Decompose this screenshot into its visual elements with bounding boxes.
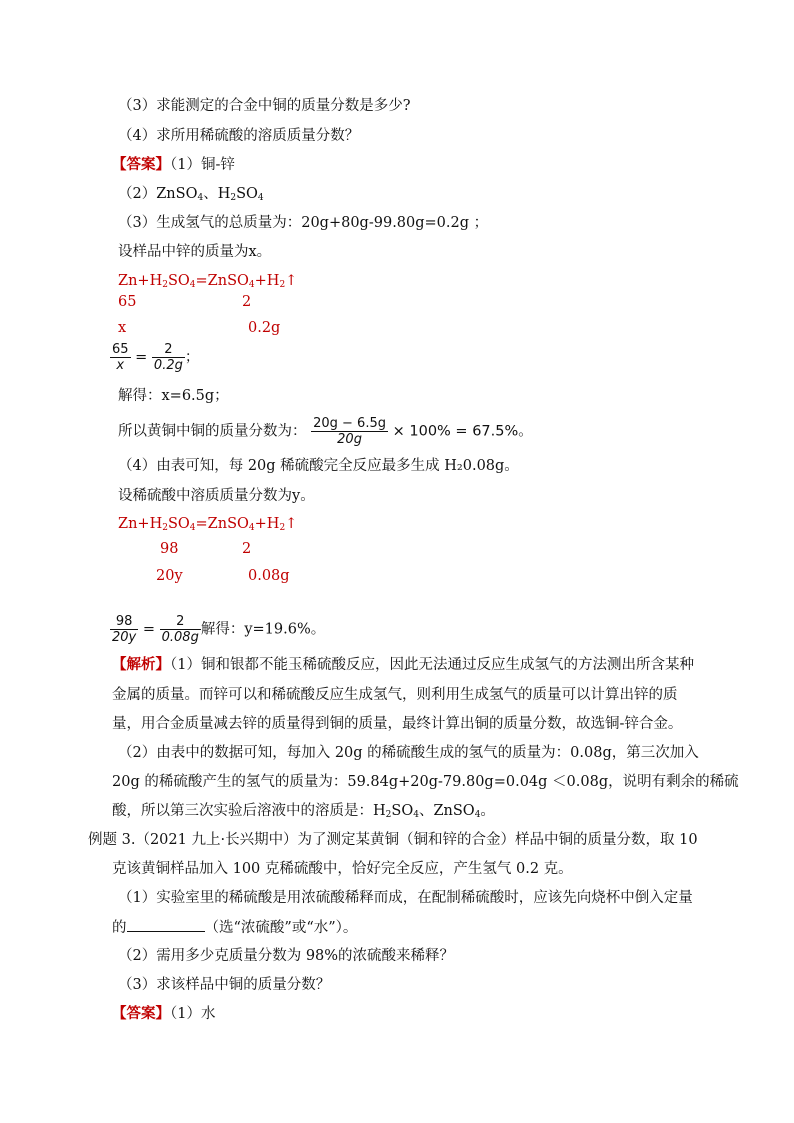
analysis-line-2: 金属的质量。而锌可以和稀硫酸反应生成氢气，则利用生成氢气的质量可以计算出锌的质: [112, 687, 678, 703]
example-3-q1-cont: 的 （选“浓硫酸”或“水”）。: [112, 917, 357, 938]
answer-tag: 【答案】: [112, 156, 170, 173]
answer-line-assume-x: 设样品中锌的质量为x。: [118, 244, 272, 260]
eq2-row2-right: 0.08g: [248, 568, 290, 584]
answer-line-2: （2）ZnSO$_4$、$H_2SO_4$: [118, 186, 264, 203]
solve-x: 解得：x=6.5g；: [118, 388, 229, 404]
equation-1: $Zn+H_2SO_4=ZnSO_4+H_2↑$: [118, 273, 298, 290]
proportion-1: $\frac{65}{x}$ = $\frac{2}{0.2g}$ ；: [112, 342, 200, 373]
example-3-q3: （3）求该样品中铜的质量分数？: [118, 977, 331, 993]
eq1-row2-left: x: [118, 320, 127, 336]
answer-blank[interactable]: [127, 917, 205, 932]
equation-2: $Zn+H_2SO_4=ZnSO_4+H_2↑$: [118, 516, 298, 533]
analysis-line-5: 20g 的稀硫酸产生的氢气的质量为：59.84g+20g-79.80g=0.04g ＜0.08g，说明有剩余的稀硫: [112, 774, 739, 790]
eq2-row1-left: 98: [160, 541, 179, 557]
answer-line-3: （3）生成氢气的总质量为：20g+80g-99.80g=0.2g ；: [118, 215, 489, 231]
analysis-line-6: 酸，所以第三次实验后溶液中的溶质是：$H_2SO_4$、ZnSO$_4$。: [112, 803, 495, 820]
answer-tag-2: 【答案】: [112, 1005, 170, 1022]
answer-line-assume-y: 设稀硫酸中溶质质量分数为y。: [118, 488, 315, 504]
example-3-line-2: 克该黄铜样品加入 100 克稀硫酸中，恰好完全反应，产生氢气 0.2 克。: [112, 861, 573, 877]
eq2-row2-left: 20y: [156, 568, 183, 584]
question-4: （4）求所用稀硫酸的溶质质量分数？: [118, 128, 360, 144]
copper-fraction: 所以黄铜中铜的质量分数为： $\frac{20g - 6.5g}{20g}$ × 100% = 67.5%。: [118, 416, 533, 447]
question-3: （3）求能测定的合金中铜的质量分数是多少?: [118, 98, 411, 114]
analysis-line-1: 【解析】（1）铜和银都不能玉稀硫酸反应，因此无法通过反应生成氢气的方法测出所含某种: [112, 656, 694, 673]
eq1-row1-left: 65: [118, 294, 137, 310]
answer-line-1: 【答案】（1）铜-锌: [112, 156, 235, 173]
answer-line-4: （4）由表可知，每 20g 稀硫酸完全反应最多生成 H₂0.08g。: [118, 458, 519, 474]
eq2-row1-right: 2: [242, 541, 252, 557]
analysis-tag: 【解析】: [112, 656, 170, 673]
example-3-q2: （2）需用多少克质量分数为 98%的浓硫酸来稀释？: [118, 948, 455, 964]
analysis-line-4: （2）由表中的数据可知，每加入 20g 的稀硫酸生成的氢气的质量为：0.08g，第三次加入: [118, 745, 699, 761]
eq1-row1-right: 2: [242, 294, 252, 310]
analysis-line-3: 量，用合金质量减去锌的质量得到铜的质量，最终计算出铜的质量分数，故选铜-锌合金。: [112, 716, 683, 732]
proportion-2: $\frac{98}{20y}$ = $\frac{2}{0.08g}$ 解得：y=19.6%。: [112, 614, 326, 645]
example-3-line-1: 例题 3.（2021 九上·长兴期中）为了测定某黄铜（铜和锌的合金）样品中铜的质量分数，取 10: [88, 832, 698, 848]
eq1-row2-right: 0.2g: [248, 320, 281, 336]
example-3-answer: 【答案】（1）水: [112, 1005, 216, 1022]
example-3-q1: （1）实验室里的稀硫酸是用浓硫酸稀释而成，在配制稀硫酸时，应该先向烧杯中倒入定量: [118, 890, 693, 906]
